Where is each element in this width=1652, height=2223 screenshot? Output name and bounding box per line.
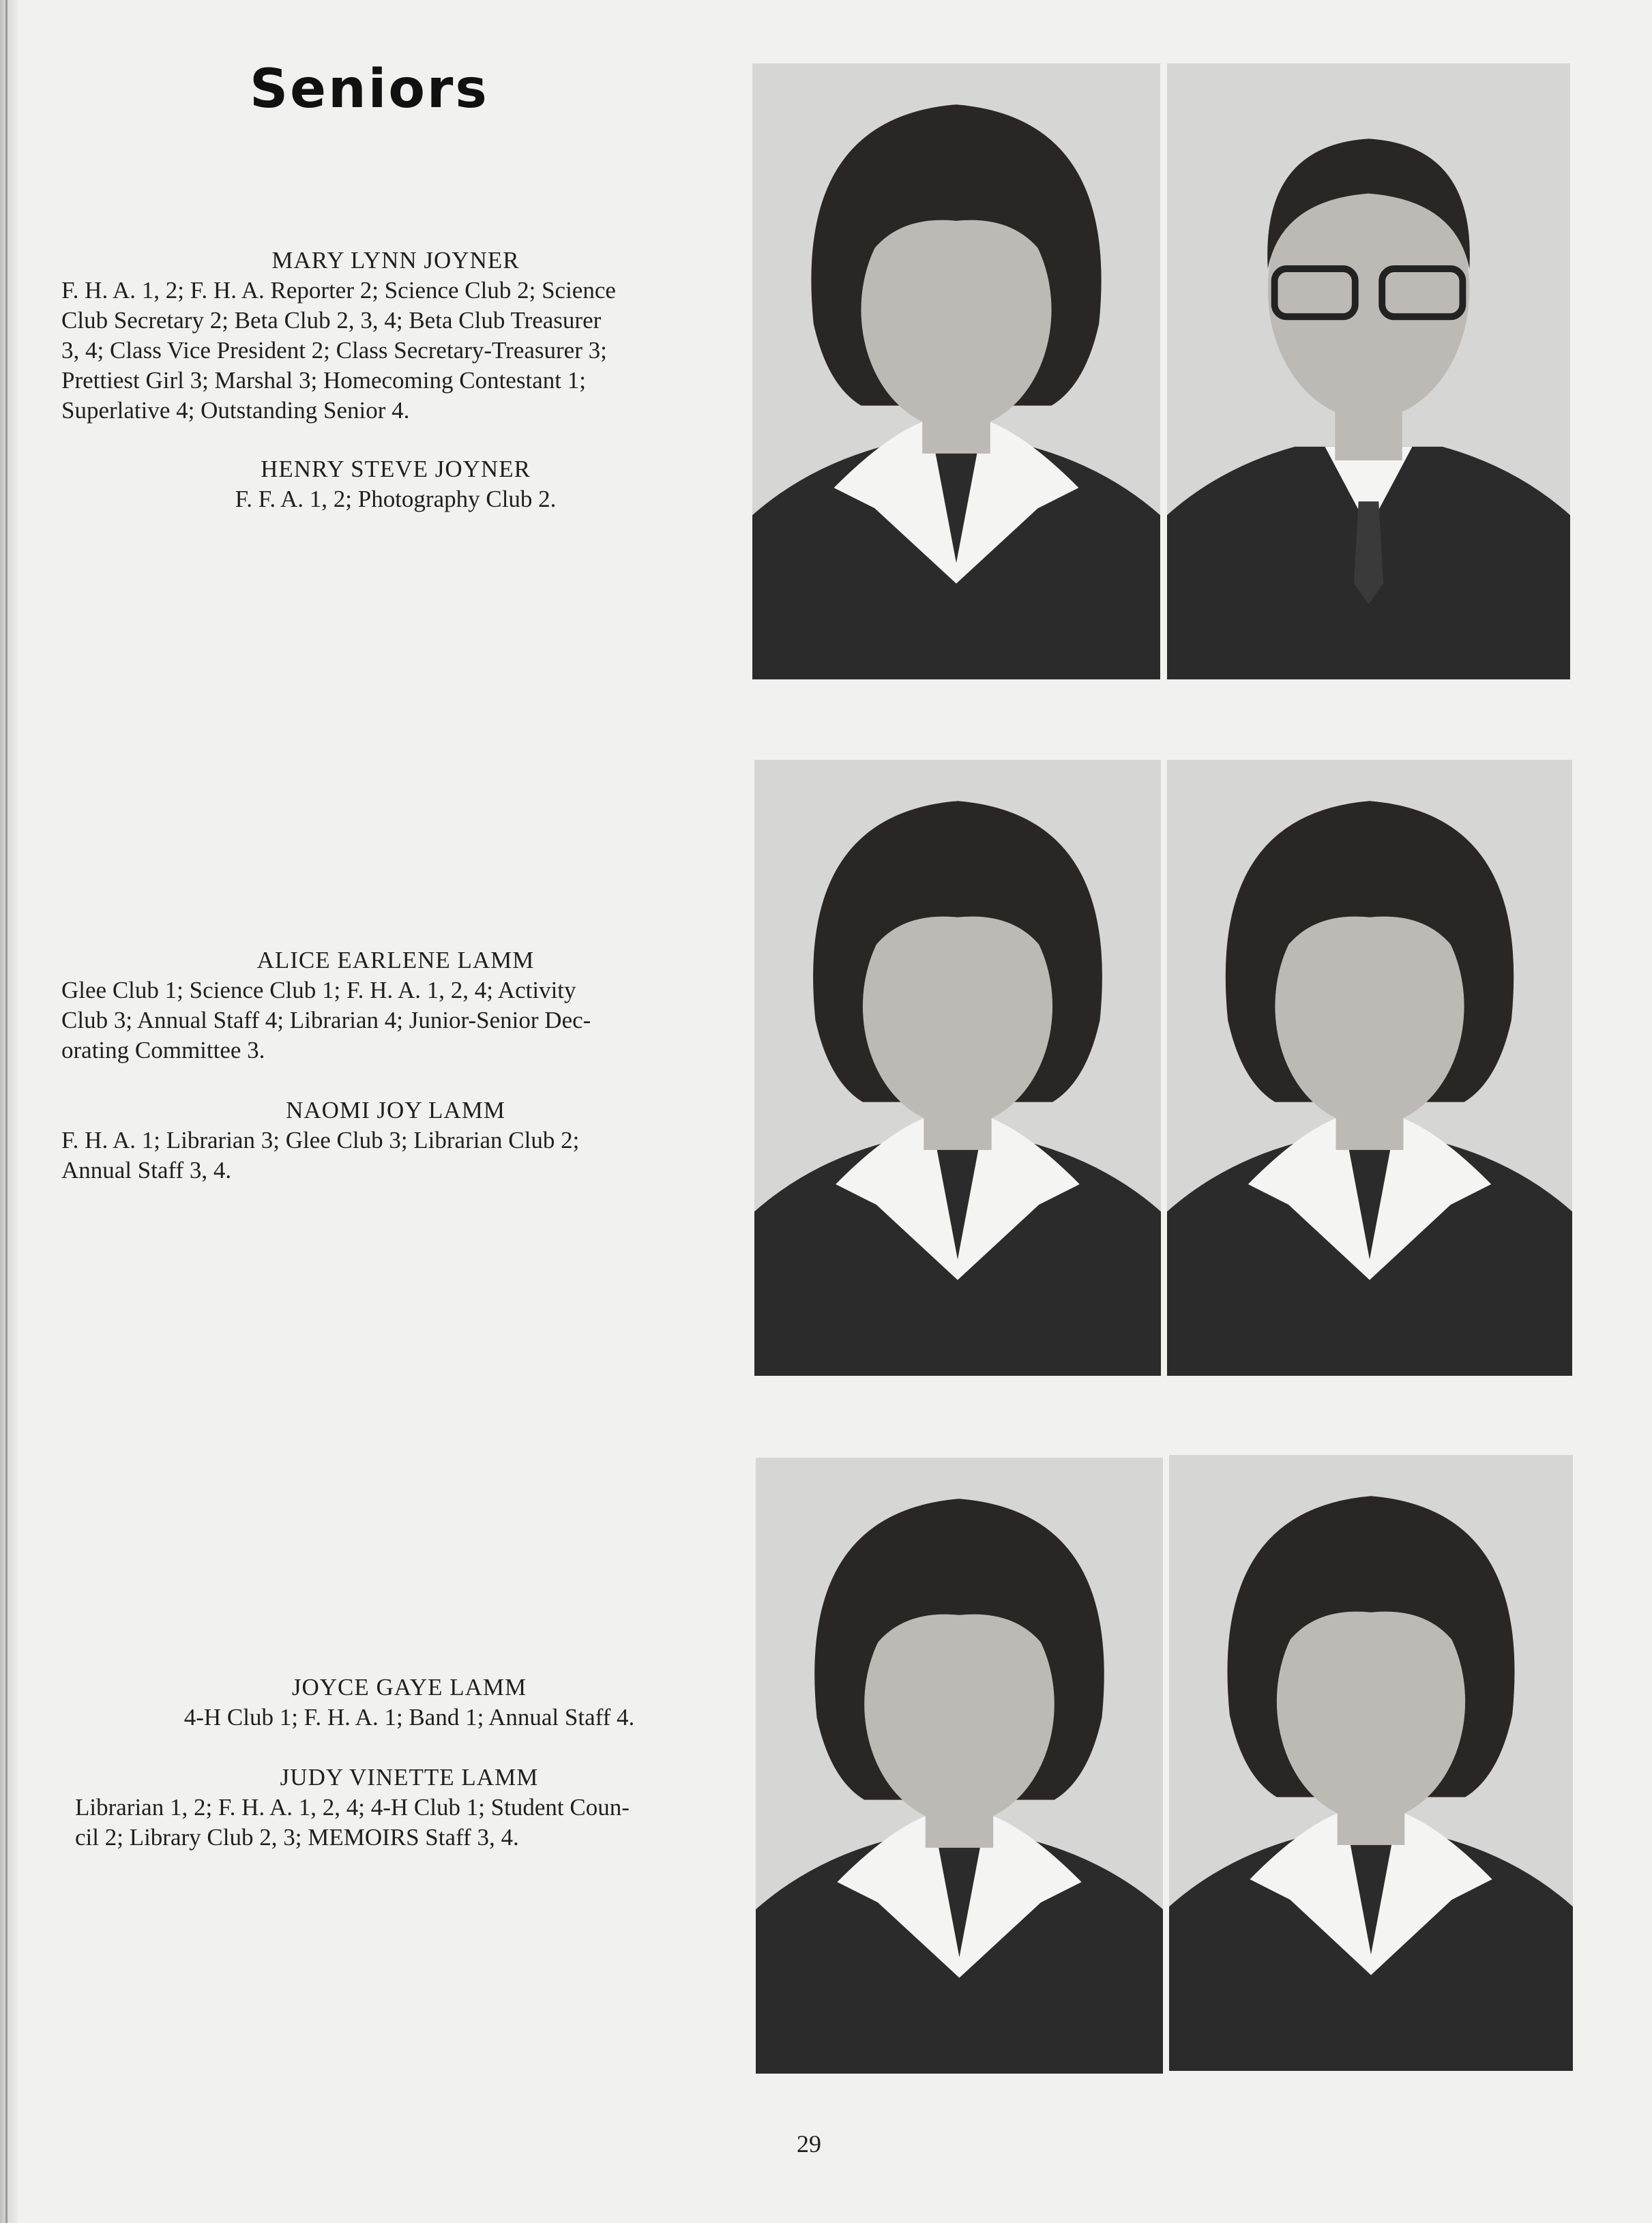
activity-line: Superlative 4; Outstanding Senior 4.	[61, 397, 410, 424]
activity-line: orating Committee 3.	[61, 1037, 265, 1063]
student-name: MARY LYNN JOYNER	[271, 247, 520, 274]
portrait-photo	[1167, 63, 1570, 679]
activity-line: Librarian 1, 2; F. H. A. 1, 2, 4; 4-H Club 1; Student Coun-	[75, 1794, 630, 1821]
page-spine-edge	[5, 0, 8, 2223]
activity-line: Glee Club 1; Science Club 1; F. H. A. 1, 2, 4; Activity	[61, 977, 576, 1003]
portrait-photo	[1169, 1455, 1573, 2071]
activity-line: F. F. A. 1, 2; Photography Club 2.	[235, 486, 557, 512]
activity-line: 3, 4; Class Vice President 2; Class Secretary-Treasurer 3;	[61, 337, 607, 364]
activity-line: F. H. A. 1; Librarian 3; Glee Club 3; Librarian Club 2;	[61, 1127, 580, 1153]
student-name: ALICE EARLENE LAMM	[256, 947, 535, 973]
activity-line: 4-H Club 1; F. H. A. 1; Band 1; Annual Staff 4.	[183, 1704, 635, 1731]
student-name: JUDY VINETTE LAMM	[280, 1764, 539, 1791]
portrait-image	[1169, 1455, 1573, 2071]
portrait-photo	[756, 1458, 1163, 2074]
student-entry	[61, 246, 730, 426]
portrait-image	[754, 760, 1161, 1376]
portrait-photo	[752, 63, 1160, 679]
student-entry	[61, 454, 730, 514]
student-entry	[75, 1763, 743, 1853]
portrait-image	[756, 1458, 1163, 2074]
activity-line: Club 3; Annual Staff 4; Librarian 4; Junior-Senior Dec-	[61, 1007, 591, 1033]
student-entry	[75, 1673, 743, 1733]
page-title: Seniors	[250, 59, 489, 120]
activity-line: F. H. A. 1, 2; F. H. A. Reporter 2; Science Club 2; Science	[61, 277, 616, 304]
student-entry	[61, 1095, 730, 1186]
activity-line: cil 2; Library Club 2, 3; MEMOIRS Staff 3, 4.	[75, 1824, 519, 1851]
student-name: JOYCE GAYE LAMM	[291, 1674, 527, 1701]
page-spine-shadow	[0, 0, 18, 2223]
student-name: NAOMI JOY LAMM	[286, 1097, 505, 1123]
student-entry	[61, 945, 730, 1065]
activity-line: Annual Staff 3, 4.	[61, 1157, 232, 1183]
page-number: 29	[797, 2130, 821, 2158]
activity-line: Club Secretary 2; Beta Club 2, 3, 4; Beta Club Treasurer	[61, 307, 602, 334]
student-name: HENRY STEVE JOYNER	[261, 456, 531, 482]
portrait-photo	[1167, 760, 1572, 1376]
portrait-image	[752, 63, 1160, 679]
necktie-shape	[1354, 501, 1383, 604]
activity-line: Prettiest Girl 3; Marshal 3; Homecoming Contestant 1;	[61, 367, 586, 394]
portrait-image	[1167, 760, 1572, 1376]
portrait-image	[1167, 63, 1570, 679]
portrait-photo	[754, 760, 1161, 1376]
